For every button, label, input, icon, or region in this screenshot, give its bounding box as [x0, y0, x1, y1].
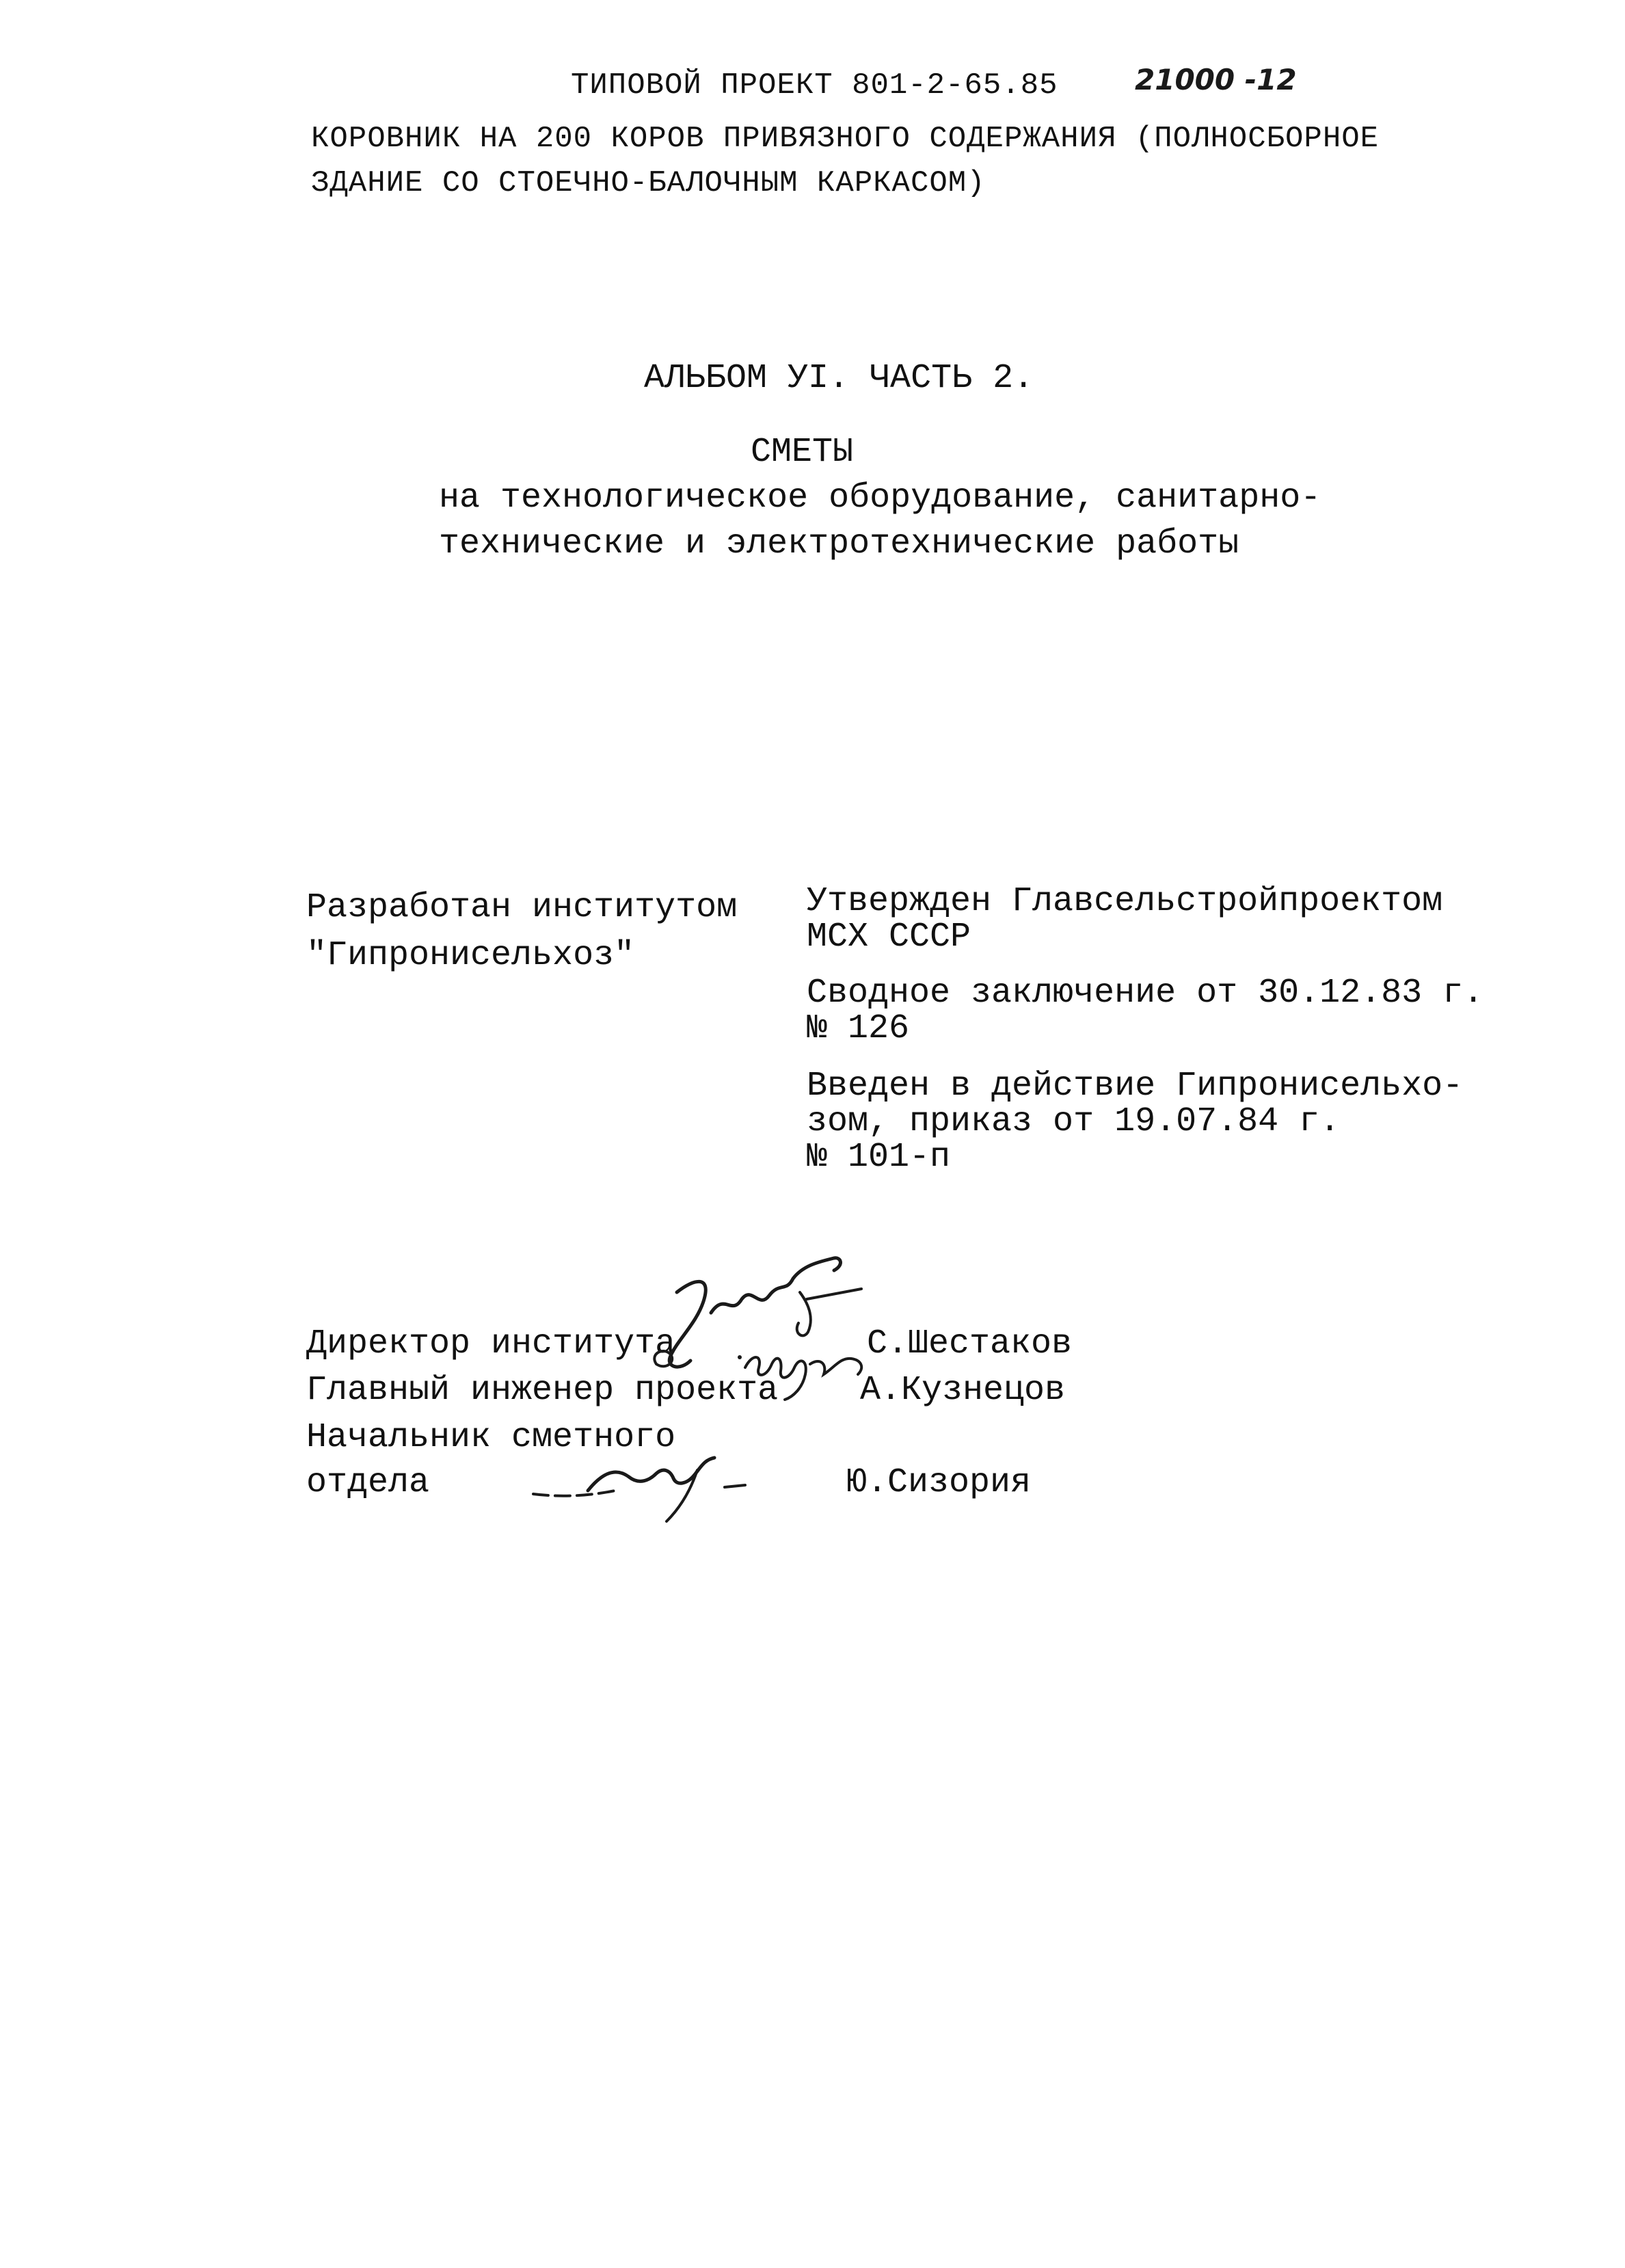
- estimates-description-line-1: на технологическое оборудование, санитарно-: [439, 479, 1321, 518]
- conclusion-line-2: № 126: [807, 1009, 910, 1048]
- enacted-line-2: зом, приказ от 19.07.84 г.: [807, 1102, 1341, 1141]
- estimate-head-label-1: Начальник сметного: [306, 1418, 676, 1457]
- director-label: Директор института: [306, 1324, 676, 1363]
- chief-engineer-label: Главный инженер проекта: [306, 1371, 779, 1410]
- estimates-description-line-2: технические и электротехнические работы: [439, 524, 1239, 563]
- approved-by-line-2: МСХ СССР: [807, 918, 971, 957]
- project-title-line-2: ЗДАНИЕ СО СТОЕЧНО-БАЛОЧНЫМ КАРКАСОМ): [311, 166, 986, 200]
- developer-block: [306, 884, 737, 980]
- project-number-line: ТИПОВОЙ ПРОЕКТ 801-2-65.85: [571, 68, 1058, 103]
- developer-line-2: "Гипронисельхоз": [306, 936, 635, 975]
- enacted-line-3: № 101-п: [807, 1138, 951, 1177]
- conclusion-block: [807, 976, 1483, 1047]
- approval-block: [807, 884, 1442, 955]
- album-label: АЛЬБОМ УI. ЧАСТЬ 2.: [644, 359, 1034, 398]
- estimate-head-label-2: отдела: [306, 1463, 430, 1502]
- approved-by-line-1: Утвержден Главсельстройпроектом: [807, 882, 1443, 921]
- enacted-block: [807, 1069, 1463, 1175]
- estimates-title: СМЕТЫ: [751, 433, 854, 472]
- developer-line-1: Разработан институтом: [306, 888, 738, 927]
- estimate-head-signature: [520, 1443, 766, 1525]
- director-name: С.Шестаков: [867, 1324, 1073, 1363]
- chief-engineer-name: А.Кузнецов: [860, 1371, 1066, 1410]
- conclusion-line-1: Сводное заключение от 30.12.83 г.: [807, 974, 1484, 1013]
- inventory-number-handwritten: 21000 -12: [1135, 63, 1297, 96]
- chief-engineer-signature: [731, 1337, 882, 1412]
- project-title-line-1: КОРОВНИК НА 200 КОРОВ ПРИВЯЗНОГО СОДЕРЖАНИЯ (ПОЛНОСБОРНОЕ: [311, 122, 1380, 156]
- enacted-line-1: Введен в действие Гипронисельхо-: [807, 1067, 1464, 1106]
- estimate-head-name: Ю.Сизория: [846, 1463, 1032, 1502]
